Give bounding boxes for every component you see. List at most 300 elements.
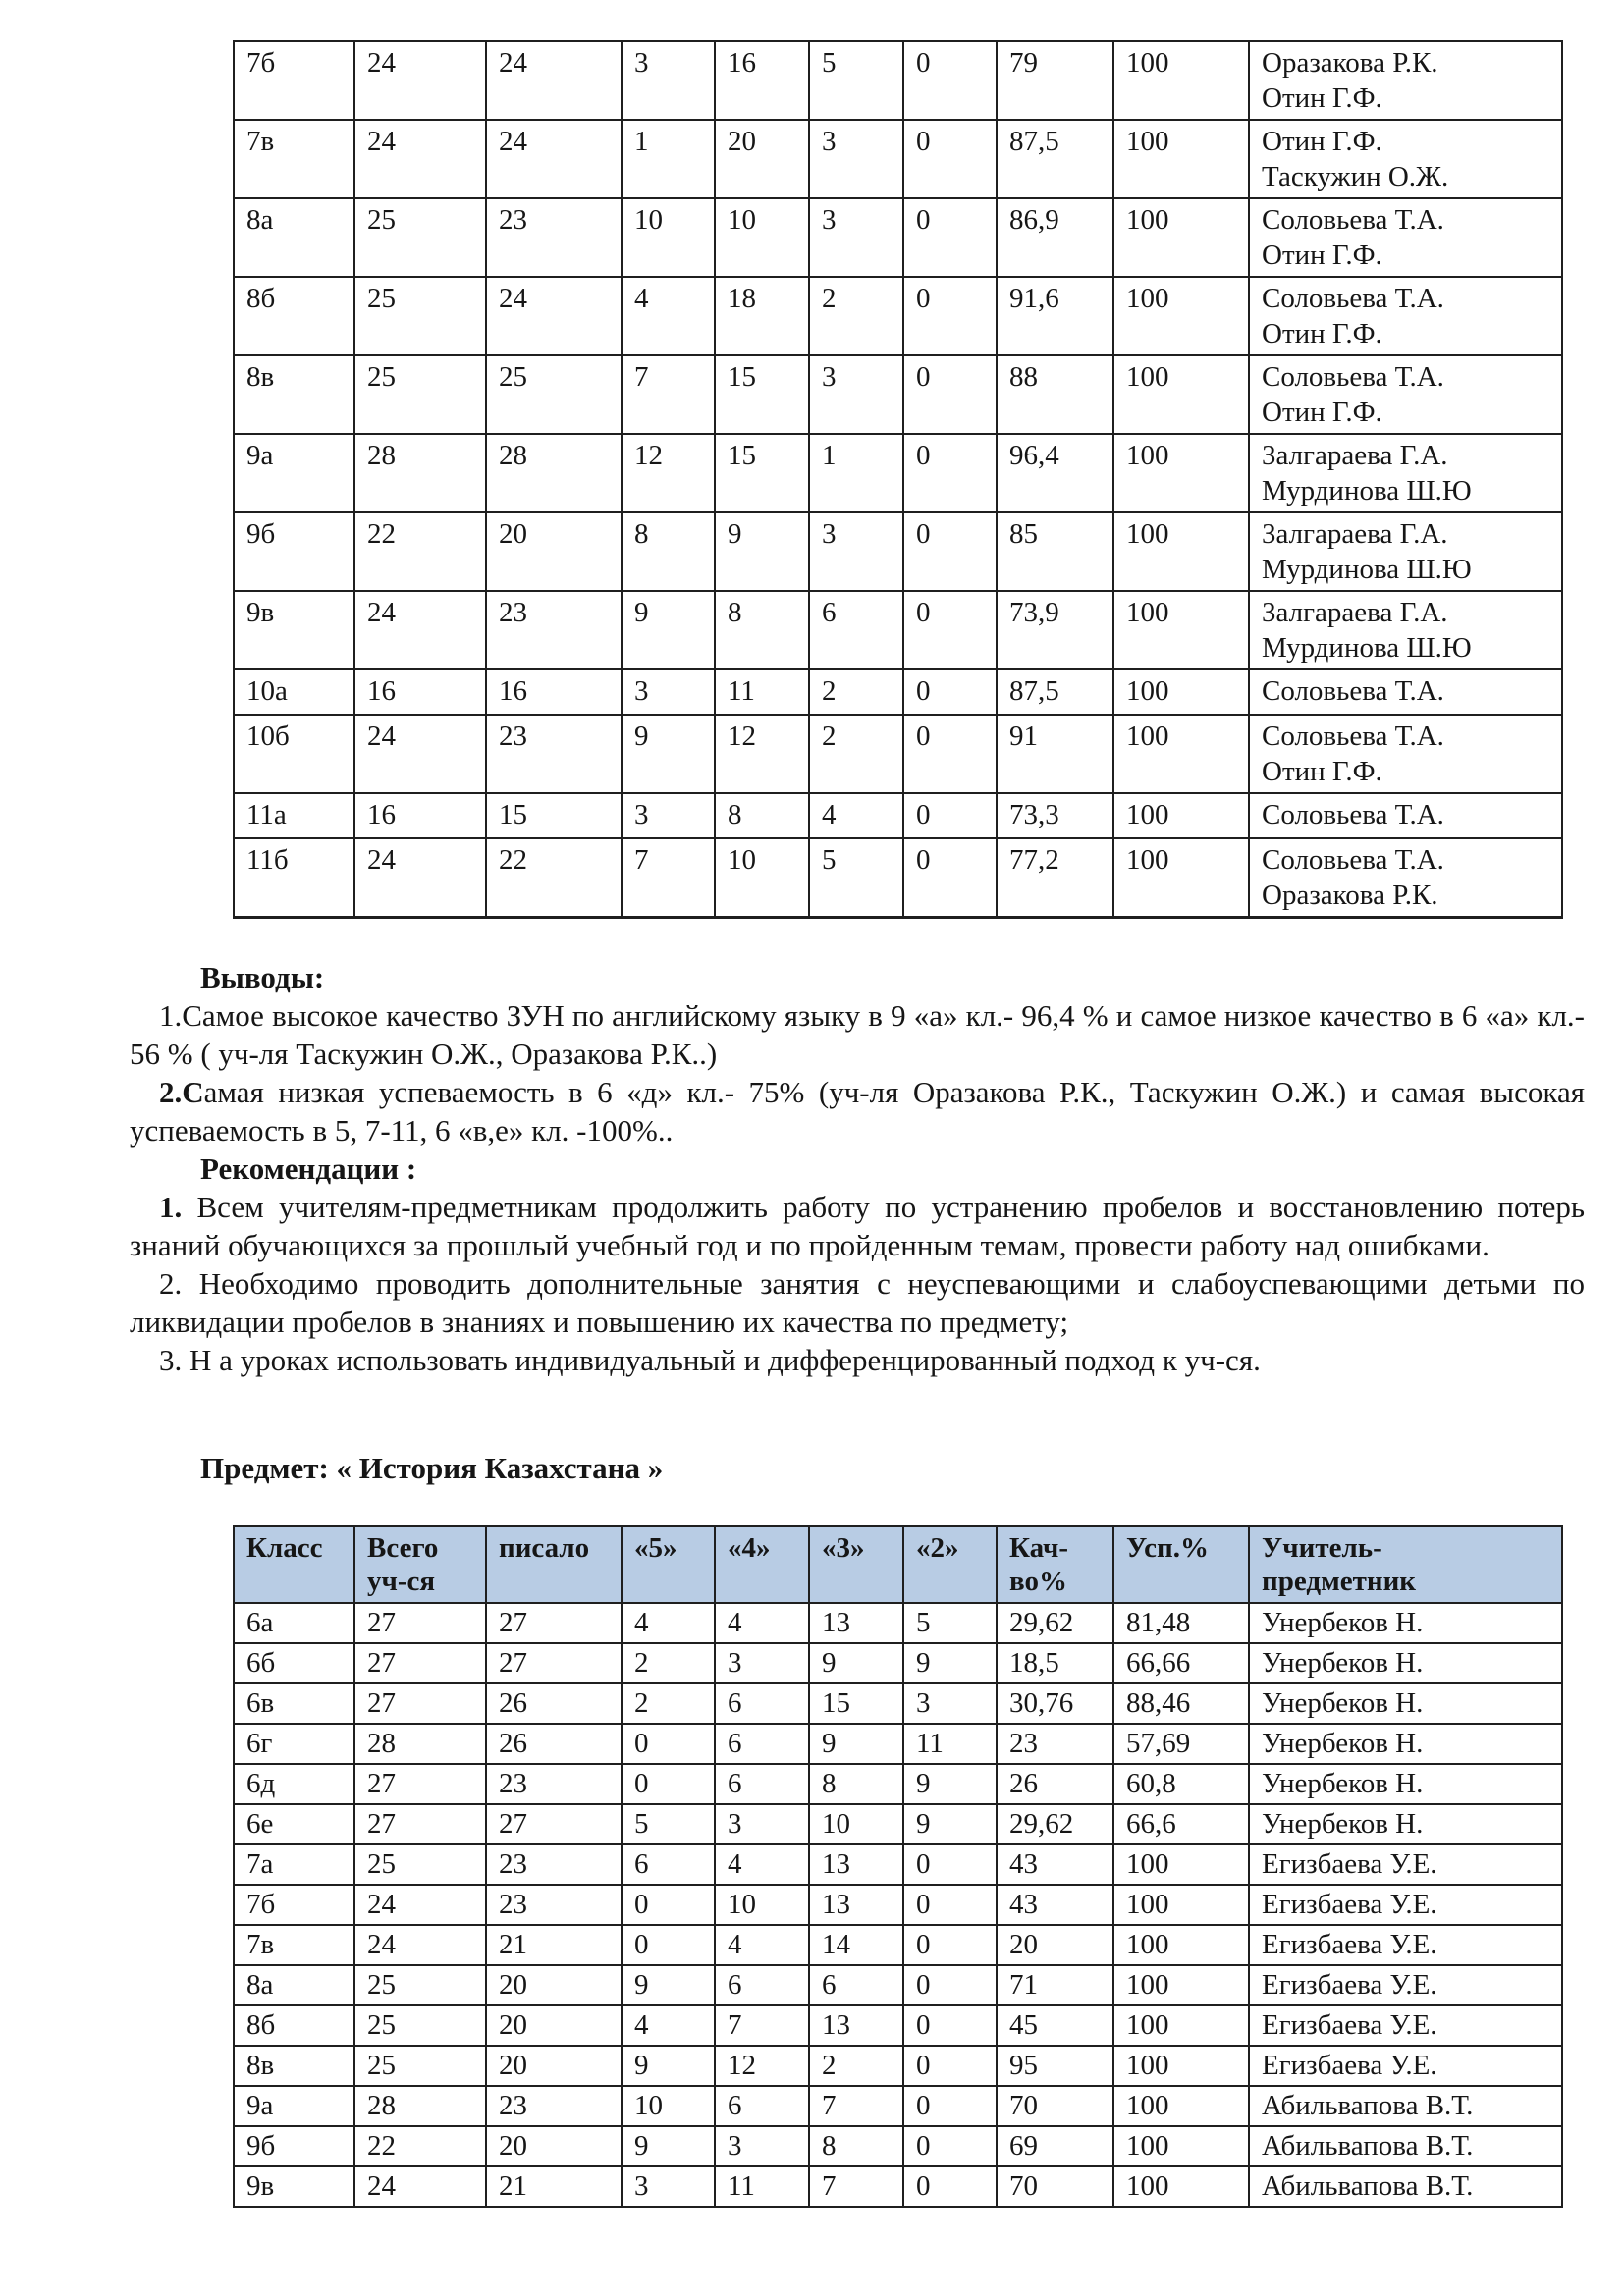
table-cell: 6 — [715, 1764, 809, 1804]
table-cell: Залгараева Г.А. Мурдинова Ш.Ю — [1249, 591, 1562, 669]
table-cell: 8 — [715, 793, 809, 838]
table-cell: Унербеков Н. — [1249, 1683, 1562, 1724]
table-cell: 8а — [234, 198, 354, 277]
table-cell: 0 — [903, 41, 997, 120]
table-cell: 0 — [903, 591, 997, 669]
table-cell: 8 — [809, 2126, 903, 2166]
table-cell: 100 — [1113, 2086, 1249, 2126]
table-row — [234, 1643, 1562, 1683]
table-row — [234, 1603, 1562, 1643]
table-cell: 4 — [622, 1603, 715, 1643]
table-cell: 0 — [903, 2046, 997, 2086]
table-cell: 73,3 — [997, 793, 1113, 838]
table-cell: 4 — [715, 1844, 809, 1885]
table-cell: 9в — [234, 591, 354, 669]
table-cell: Абильвапова В.Т. — [1249, 2166, 1562, 2207]
table-cell: Егизбаева У.Е. — [1249, 1844, 1562, 1885]
table-cell: 100 — [1113, 1965, 1249, 2005]
table-cell: 70 — [997, 2166, 1113, 2207]
table-cell: 24 — [486, 120, 622, 198]
table-cell: Залгараева Г.А. Мурдинова Ш.Ю — [1249, 434, 1562, 512]
table-cell: 0 — [622, 1885, 715, 1925]
table2-header — [234, 1526, 1562, 1603]
table-cell: 27 — [354, 1683, 486, 1724]
table-cell: 10б — [234, 715, 354, 793]
table-cell: 24 — [486, 277, 622, 355]
table-cell: 12 — [622, 434, 715, 512]
table-cell: 3 — [715, 2126, 809, 2166]
list-item-paragraph: 1. Всем учителям-предметникам продолжить работу по устранению пробелов и восстановлению потерь знаний обучающихся за прошлый учебный год и по пройденным темам, провести работу над ошибками. — [130, 1190, 1585, 1262]
table-cell: 26 — [997, 1764, 1113, 1804]
table-cell: 3 — [715, 1643, 809, 1683]
recommendations-list — [130, 1188, 1585, 1379]
table-cell: 11 — [903, 1724, 997, 1764]
table-row — [234, 434, 1562, 512]
table-cell: 11 — [715, 2166, 809, 2207]
table-cell: 9 — [809, 1643, 903, 1683]
table-cell: Соловьева Т.А. Отин Г.Ф. — [1249, 277, 1562, 355]
table-cell: 3 — [622, 2166, 715, 2207]
table-cell: 9 — [622, 715, 715, 793]
table-row — [234, 2086, 1562, 2126]
table-cell: 9 — [903, 1804, 997, 1844]
list-item-paragraph: 1.Самое высокое качество ЗУН по английскому языку в 9 «а» кл.- 96,4 % и самое низкое качество в 6 «а» кл.- 56 % ( уч-ля Таскужин О.Ж., Оразакова Р.К..) — [130, 998, 1585, 1071]
table-cell: 25 — [354, 277, 486, 355]
table-cell: 6 — [715, 2086, 809, 2126]
table-row — [234, 1925, 1562, 1965]
table-row — [234, 277, 1562, 355]
table-cell: 4 — [622, 277, 715, 355]
table-cell: 23 — [486, 2086, 622, 2126]
table-cell: 10а — [234, 669, 354, 715]
table-cell: 29,62 — [997, 1804, 1113, 1844]
table-cell: 71 — [997, 1965, 1113, 2005]
table-cell: 3 — [809, 512, 903, 591]
table-row — [234, 120, 1562, 198]
table-cell: 24 — [354, 591, 486, 669]
table-cell: 25 — [354, 1844, 486, 1885]
table-cell: 7в — [234, 120, 354, 198]
table-cell: 13 — [809, 1603, 903, 1643]
table-cell: Унербеков Н. — [1249, 1603, 1562, 1643]
table-cell: 95 — [997, 2046, 1113, 2086]
table-cell: Егизбаева У.Е. — [1249, 1925, 1562, 1965]
table-cell: 88 — [997, 355, 1113, 434]
table-cell: 24 — [354, 838, 486, 918]
table-cell: 100 — [1113, 2046, 1249, 2086]
table-cell: 7 — [715, 2005, 809, 2046]
table-cell: 7 — [622, 355, 715, 434]
table-cell: 43 — [997, 1885, 1113, 1925]
table-cell: 25 — [354, 198, 486, 277]
table-cell: 20 — [715, 120, 809, 198]
table-cell: 23 — [486, 591, 622, 669]
item-number: 1. — [159, 1190, 183, 1224]
table-row — [234, 2046, 1562, 2086]
table-cell: Соловьева Т.А. Отин Г.Ф. — [1249, 198, 1562, 277]
table-cell: 100 — [1113, 715, 1249, 793]
table-cell: 0 — [903, 120, 997, 198]
table-cell: 6г — [234, 1724, 354, 1764]
table-cell: 86,9 — [997, 198, 1113, 277]
list-item-paragraph: 2. Необходимо проводить дополнительные занятия с неуспевающими и слабоуспевающими детьми по ликвидации пробелов в знаниях и повышению их качества по предмету; — [130, 1266, 1585, 1339]
table-cell: 6 — [809, 1965, 903, 2005]
table-cell: Унербеков Н. — [1249, 1804, 1562, 1844]
table-cell: 22 — [486, 838, 622, 918]
table-cell: 87,5 — [997, 669, 1113, 715]
table-cell: 27 — [354, 1643, 486, 1683]
table-cell: 100 — [1113, 1885, 1249, 1925]
table-cell: 23 — [486, 198, 622, 277]
table-cell: 0 — [903, 2166, 997, 2207]
table-cell: 10 — [809, 1804, 903, 1844]
table-cell: 0 — [903, 512, 997, 591]
table-cell: 30,76 — [997, 1683, 1113, 1724]
table-cell: 66,6 — [1113, 1804, 1249, 1844]
table-cell: 100 — [1113, 591, 1249, 669]
table-cell: 4 — [715, 1925, 809, 1965]
table-cell: 9 — [622, 591, 715, 669]
table-cell: 15 — [809, 1683, 903, 1724]
table-cell: 96,4 — [997, 434, 1113, 512]
list-item-paragraph: 3. Н а уроках использовать индивидуальный и дифференцированный подход к уч-ся. — [159, 1343, 1261, 1377]
table-cell: 9а — [234, 434, 354, 512]
table-cell: Оразакова Р.К. Отин Г.Ф. — [1249, 41, 1562, 120]
table-cell: 11а — [234, 793, 354, 838]
table-cell: 22 — [354, 2126, 486, 2166]
table-cell: 100 — [1113, 198, 1249, 277]
table-cell: 3 — [903, 1683, 997, 1724]
table-cell: 13 — [809, 1885, 903, 1925]
table-row — [234, 2126, 1562, 2166]
table-cell: Соловьева Т.А. — [1249, 793, 1562, 838]
table-cell: 25 — [354, 2005, 486, 2046]
column-header: «3» — [809, 1526, 903, 1603]
conclusions-list — [130, 996, 1585, 1149]
table-cell: 91,6 — [997, 277, 1113, 355]
column-header: Всего уч-ся — [354, 1526, 486, 1603]
table-cell: 9 — [903, 1764, 997, 1804]
table-row — [234, 2005, 1562, 2046]
table-cell: 7б — [234, 1885, 354, 1925]
table-cell: Залгараева Г.А. Мурдинова Ш.Ю — [1249, 512, 1562, 591]
table-row — [234, 669, 1562, 715]
table-cell: 1 — [622, 120, 715, 198]
table-cell: 6 — [622, 1844, 715, 1885]
table-row — [234, 1683, 1562, 1724]
subject-heading: Предмет: « История Казахстана » — [200, 1451, 664, 1485]
table-header-row — [234, 1526, 1562, 1603]
column-header: Усп.% — [1113, 1526, 1249, 1603]
table-cell: 5 — [809, 838, 903, 918]
item-number: 2.С — [159, 1075, 204, 1109]
table-cell: 91 — [997, 715, 1113, 793]
table-cell: 0 — [903, 715, 997, 793]
table-cell: 6 — [715, 1965, 809, 2005]
table-cell: 70 — [997, 2086, 1113, 2126]
table-cell: Егизбаева У.Е. — [1249, 2005, 1562, 2046]
table1-body — [234, 41, 1562, 918]
table-cell: 0 — [903, 355, 997, 434]
table-cell: 10 — [715, 1885, 809, 1925]
table-cell: 12 — [715, 715, 809, 793]
table-cell: 12 — [715, 2046, 809, 2086]
table-cell: 3 — [809, 120, 903, 198]
table-cell: 4 — [622, 2005, 715, 2046]
table-cell: 6 — [809, 591, 903, 669]
table-cell: Отин Г.Ф. Таскужин О.Ж. — [1249, 120, 1562, 198]
table-row — [234, 198, 1562, 277]
table-cell: 7 — [809, 2086, 903, 2126]
table-cell: 100 — [1113, 277, 1249, 355]
table-cell: 9а — [234, 2086, 354, 2126]
table-row — [234, 1764, 1562, 1804]
table-cell: 7а — [234, 1844, 354, 1885]
table-cell: 7в — [234, 1925, 354, 1965]
table-cell: 88,46 — [1113, 1683, 1249, 1724]
table-cell: 8в — [234, 355, 354, 434]
table-cell: 3 — [715, 1804, 809, 1844]
table-cell: 2 — [809, 277, 903, 355]
table-cell: 27 — [486, 1603, 622, 1643]
table-cell: 85 — [997, 512, 1113, 591]
table-cell: 13 — [809, 1844, 903, 1885]
table-cell: 87,5 — [997, 120, 1113, 198]
table-cell: Егизбаева У.Е. — [1249, 1965, 1562, 2005]
table-cell: 8 — [715, 591, 809, 669]
table-cell: 28 — [486, 434, 622, 512]
table-cell: 16 — [354, 669, 486, 715]
table-cell: 16 — [354, 793, 486, 838]
table-cell: 0 — [903, 198, 997, 277]
table-row — [234, 838, 1562, 918]
column-header: «2» — [903, 1526, 997, 1603]
table-cell: 18,5 — [997, 1643, 1113, 1683]
table-cell: 0 — [903, 1885, 997, 1925]
table-cell: 21 — [486, 1925, 622, 1965]
table-cell: 24 — [354, 1885, 486, 1925]
table-row — [234, 591, 1562, 669]
table-row — [234, 715, 1562, 793]
table-cell: 25 — [354, 2046, 486, 2086]
table-cell: 1 — [809, 434, 903, 512]
table-cell: 16 — [715, 41, 809, 120]
table-cell: 9 — [809, 1724, 903, 1764]
table-cell: 0 — [903, 838, 997, 918]
table-row — [234, 1724, 1562, 1764]
conclusions-recommendations-section — [130, 958, 1585, 1379]
table-cell: 0 — [903, 2005, 997, 2046]
table-cell: 6а — [234, 1603, 354, 1643]
table-cell: 10 — [715, 838, 809, 918]
table-cell: 27 — [486, 1643, 622, 1683]
table-cell: 4 — [809, 793, 903, 838]
table-cell: 4 — [715, 1603, 809, 1643]
table-cell: 2 — [809, 715, 903, 793]
table-cell: 8 — [809, 1764, 903, 1804]
table-cell: 9 — [622, 2126, 715, 2166]
table-cell: 0 — [622, 1764, 715, 1804]
table-cell: 28 — [354, 1724, 486, 1764]
table-row — [234, 1965, 1562, 2005]
table-cell: 27 — [486, 1804, 622, 1844]
table-cell: 24 — [354, 1925, 486, 1965]
table-cell: 57,69 — [1113, 1724, 1249, 1764]
table-row — [234, 512, 1562, 591]
table-cell: 20 — [486, 2046, 622, 2086]
table-cell: 9 — [622, 2046, 715, 2086]
table-cell: 100 — [1113, 1844, 1249, 1885]
table-cell: 23 — [486, 1885, 622, 1925]
table-cell: 8 — [622, 512, 715, 591]
table-cell: 22 — [354, 512, 486, 591]
table-cell: 0 — [903, 2086, 997, 2126]
table-cell: 9 — [622, 1965, 715, 2005]
table-cell: 23 — [997, 1724, 1113, 1764]
table-cell: 0 — [622, 1925, 715, 1965]
table-cell: 0 — [903, 1844, 997, 1885]
table-cell: 3 — [809, 355, 903, 434]
table-cell: 8а — [234, 1965, 354, 2005]
table-cell: 100 — [1113, 2166, 1249, 2207]
table-cell: 0 — [903, 2126, 997, 2166]
table-cell: 5 — [809, 41, 903, 120]
table-cell: 23 — [486, 1844, 622, 1885]
table-cell: 9 — [715, 512, 809, 591]
table-cell: 77,2 — [997, 838, 1113, 918]
table-cell: 6д — [234, 1764, 354, 1804]
table-cell: 81,48 — [1113, 1603, 1249, 1643]
table-cell: 27 — [354, 1603, 486, 1643]
table-cell: 25 — [354, 355, 486, 434]
table-cell: 0 — [622, 1724, 715, 1764]
table-cell: 24 — [354, 2166, 486, 2207]
table-cell: 7 — [809, 2166, 903, 2207]
table-cell: 24 — [354, 120, 486, 198]
table-cell: 9б — [234, 512, 354, 591]
table-cell: 10 — [622, 2086, 715, 2126]
table-cell: 0 — [903, 1965, 997, 2005]
column-header: «4» — [715, 1526, 809, 1603]
table-cell: 6е — [234, 1804, 354, 1844]
recommendations-heading: Рекомендации : — [200, 1151, 417, 1186]
table-cell: 0 — [903, 1925, 997, 1965]
table-cell: 15 — [715, 355, 809, 434]
table-cell: 13 — [809, 2005, 903, 2046]
column-header: Учитель- предметник — [1249, 1526, 1562, 1603]
table-cell: 15 — [486, 793, 622, 838]
table-cell: 100 — [1113, 120, 1249, 198]
table-cell: 24 — [354, 715, 486, 793]
table-cell: 11б — [234, 838, 354, 918]
table-cell: 23 — [486, 715, 622, 793]
table-cell: 23 — [486, 1764, 622, 1804]
table-cell: 21 — [486, 2166, 622, 2207]
table-cell: 7 — [622, 838, 715, 918]
table-cell: 15 — [715, 434, 809, 512]
table-cell: 26 — [486, 1683, 622, 1724]
table-cell: 3 — [622, 669, 715, 715]
table-row — [234, 1844, 1562, 1885]
table-cell: 100 — [1113, 41, 1249, 120]
table-row — [234, 1885, 1562, 1925]
english-results-table — [233, 40, 1563, 919]
table-cell: 0 — [903, 793, 997, 838]
table-cell: Егизбаева У.Е. — [1249, 2046, 1562, 2086]
table-cell: 6б — [234, 1643, 354, 1683]
column-header: писало — [486, 1526, 622, 1603]
table-cell: 8в — [234, 2046, 354, 2086]
table-cell: 100 — [1113, 512, 1249, 591]
table-cell: 3 — [622, 793, 715, 838]
table-cell: 73,9 — [997, 591, 1113, 669]
table-cell: 100 — [1113, 1925, 1249, 1965]
table-cell: 7б — [234, 41, 354, 120]
table-cell: 100 — [1113, 793, 1249, 838]
table-cell: 0 — [903, 669, 997, 715]
table-cell: Соловьева Т.А. Оразакова Р.К. — [1249, 838, 1562, 918]
table-cell: 0 — [903, 434, 997, 512]
table-cell: 45 — [997, 2005, 1113, 2046]
conclusions-heading: Выводы: — [200, 960, 325, 994]
table-cell: 5 — [622, 1804, 715, 1844]
table-cell: 2 — [809, 2046, 903, 2086]
column-header: Кач- во% — [997, 1526, 1113, 1603]
table-cell: 18 — [715, 277, 809, 355]
table2-body — [234, 1603, 1562, 2207]
table-cell: 20 — [486, 2126, 622, 2166]
table-cell: Унербеков Н. — [1249, 1643, 1562, 1683]
table-cell: 24 — [486, 41, 622, 120]
table-cell: 27 — [354, 1804, 486, 1844]
table-cell: 0 — [903, 277, 997, 355]
table-cell: 100 — [1113, 2005, 1249, 2046]
history-results-table — [233, 1525, 1563, 2208]
table-cell: 25 — [354, 1965, 486, 2005]
table-cell: 26 — [486, 1724, 622, 1764]
table-cell: 9в — [234, 2166, 354, 2207]
table-cell: 2 — [622, 1683, 715, 1724]
table-cell: 28 — [354, 2086, 486, 2126]
table-cell: Егизбаева У.Е. — [1249, 1885, 1562, 1925]
table-cell: Соловьева Т.А. Отин Г.Ф. — [1249, 355, 1562, 434]
table-cell: 69 — [997, 2126, 1113, 2166]
table-cell: 100 — [1113, 669, 1249, 715]
table-cell: Абильвапова В.Т. — [1249, 2126, 1562, 2166]
table-cell: 9б — [234, 2126, 354, 2166]
table-cell: 8б — [234, 277, 354, 355]
table-row — [234, 1804, 1562, 1844]
table-row — [234, 793, 1562, 838]
table-cell: 9 — [903, 1643, 997, 1683]
table-cell: Соловьева Т.А. — [1249, 669, 1562, 715]
table-cell: 24 — [354, 41, 486, 120]
table-cell: 66,66 — [1113, 1643, 1249, 1683]
table-cell: 3 — [809, 198, 903, 277]
table-cell: 16 — [486, 669, 622, 715]
table-cell: 8б — [234, 2005, 354, 2046]
table-cell: 14 — [809, 1925, 903, 1965]
table-cell: 100 — [1113, 2126, 1249, 2166]
table-cell: 28 — [354, 434, 486, 512]
table-cell: 27 — [354, 1764, 486, 1804]
table-cell: 100 — [1113, 434, 1249, 512]
table-cell: 29,62 — [997, 1603, 1113, 1643]
table-cell: 20 — [997, 1925, 1113, 1965]
table-cell: 43 — [997, 1844, 1113, 1885]
table-cell: Абильвапова В.Т. — [1249, 2086, 1562, 2126]
table-cell: 6 — [715, 1683, 809, 1724]
